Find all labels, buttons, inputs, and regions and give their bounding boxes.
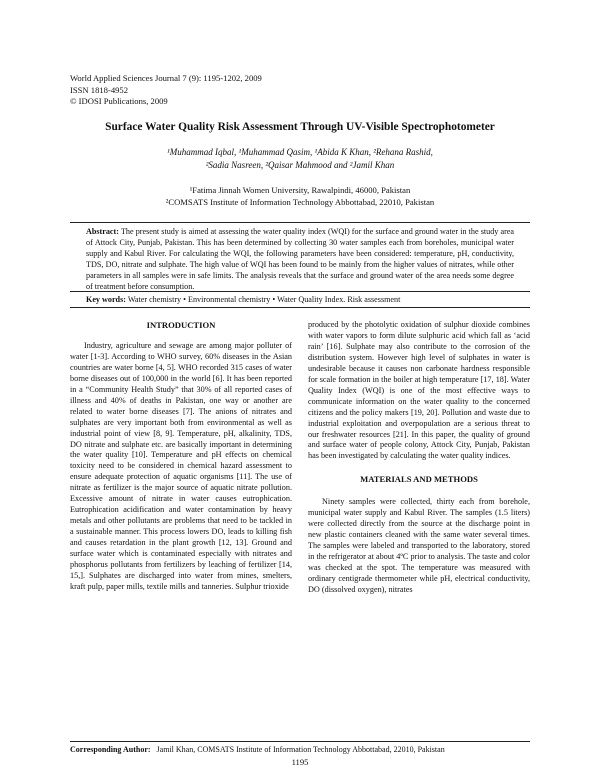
methods-paragraph-1: Ninety samples were collected, thirty each from borehole, municipal water supply and Kabul River. The samples (1.5 liters) were collected directly from the source at the discharge point in new plastic containers cleaned with the same water several times. The samples were labeled and transported to the laboratory, stored in the refrigerator at about 4ºC prior to analysis. The taste and color was checked at the spot. The temperature was measured with ordinary centigrade thermometer while pH, electrical conductivity, DO (dissolved oxygen), nitrates [308,497,530,594]
journal-citation: World Applied Sciences Journal 7 (9): 1195-1202, 2009 [70,73,262,83]
introduction-heading: INTRODUCTION [146,320,216,330]
journal-header [70,73,262,108]
journal-issn: ISSN 1818-4952 [70,84,129,95]
paper-title: Surface Water Quality Risk Assessment Through UV-Visible Spectrophotometer [105,121,495,133]
abstract-label: Abstract: [86,227,119,236]
author-line-1: ¹Muhammad Iqbal, ¹Muhammad Qasim, ¹Abida K Khan, ²Rehana Rashid, [167,147,433,157]
keywords-bottom-rule [70,307,530,308]
footer-rule [70,741,530,742]
affiliations [60,185,540,208]
author-list [60,146,540,171]
corresponding-author-text: Jamil Khan, COMSATS Institute of Information Technology Abbottabad, 22010, Pakistan [156,745,445,754]
keywords-text: Water chemistry • Environmental chemistry • Water Quality Index. Risk assessment [127,295,401,304]
keywords-label: Key words: [86,295,126,304]
methods-heading: MATERIALS AND METHODS [360,474,478,485]
abstract-text: The present study is aimed at assessing the water quality index (WQI) for the surface and ground water in the study area of Attock City, Punjab, Pakistan. This has been determined by collecting 30 water samples each from boreholes, municipal water supply and Kabul River. For calculating the WQI, the following parameters have been considered: temperature, pH, conductivity, TDS, DO, nitrate and sulphate. The high value of WQI has been found to be mainly from the higher values of nitrates, while other parameters in all samples were in safe limits. The analysis reveals that the surface and ground water of the area needs some degree of treatment before consumption. [86,227,514,291]
corresponding-author-label: Corresponding Author: [70,745,151,754]
author-line-2: ²Sadia Nasreen, ²Qaisar Mahmood and ²Jamil Khan [205,159,395,170]
abstract-top-rule [70,222,530,223]
keywords-top-rule [70,291,530,292]
corresponding-author [70,745,445,754]
keywords [86,295,400,304]
page-number: 1195 [291,757,309,767]
abstract [86,227,514,292]
left-column [70,320,292,593]
introduction-paragraph-1: Industry, agriculture and sewage are among major polluter of water [1-3]. According to WHO survey, 60% diseases in the Asian countries are water borne [4, 5]. WHO recorded 315 cases of water borne diseases out of 100,000 in the world [6]. It has been reported in a “Community Health Study” that 30% of all reported cases of illness and 40% of deaths in Pakistan, one way or another are related to water borne diseases [7]. The anions of nitrates and sulphates are very important both from environmental as well as industrial point of view [8, 9]. Temperature, pH, alkalinity, TDS, DO nitrate and sulphate etc. are basically important in determining the water quality [10]. Temperature and pH effects on chemical toxicity need to be considered in chemical hazard assessment to ensure adequate protection of aquatic organisms [11]. The use of nitrate as fertilizer is the major source of aquatic nitrate pollution. Excessive amount of nitrate in water causes eutrophication. Eutrophication acidification and water contamination by heavy metals and other pollutants are problems that need to be tackled in a sustainable manner. This process lowers DO, leads to killing fish and causes retardation in the plant growth [12, 13]. Ground and surface water which is contaminated especially with nitrates and phosphorus pollutants from fertilizers by leaching of fertilizer [14, 15,]. Sulphates are discharged into water from mines, smelters, kraft pulp, paper mills, textile mills and tanneries. Sulphur trioxide [70,340,292,591]
journal-copyright: © IDOSI Publications, 2009 [70,96,168,106]
introduction-paragraph-2: produced by the photolytic oxidation of sulphur dioxide combines with water vapors to form dilute sulphuric acid which fall as ‘acid rain’ [16]. Sulphate may also contribute to the corrosion of the distribution system. However high level of sulphates in water is undesirable because it causes non carbonate hardness responsible for scale formation in the boiler at high temperature [17, 18]. Water Quality Index (WQI) is one of the most effective ways to communicate information on the water quality to the concerned citizens and the policy makers [19, 20]. Pollution and waste due to industrial exploitation and overpopulation are a serious threat to our freshwater resources [21]. In this paper, the quality of ground and surface water of people colony, Attock City, Punjab, Pakistan has been investigated by calculating the water quality indices. [308,320,530,461]
affiliation-2: ²COMSATS Institute of Information Technology Abbottabad, 22010, Pakistan [165,196,435,207]
right-column [308,320,530,596]
affiliation-1: ¹Fatima Jinnah Women University, Rawalpindi, 46000, Pakistan [189,185,411,195]
